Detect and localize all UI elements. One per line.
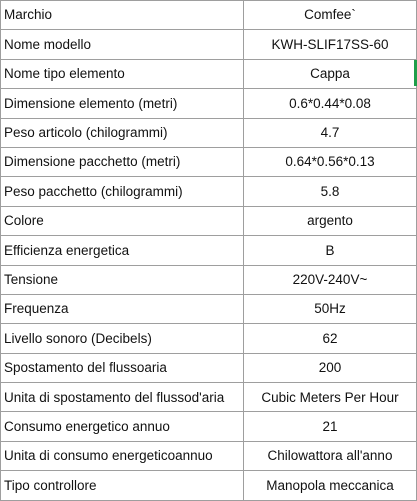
table-row (1, 294, 417, 323)
spec-label: Livello sonoro (Decibels) (1, 324, 244, 353)
spec-value: 21 (244, 412, 417, 441)
table-row (1, 265, 417, 294)
table-row (1, 59, 417, 88)
table-row (1, 383, 417, 412)
spec-label: Peso articolo (chilogrammi) (1, 118, 244, 147)
spec-value: 0.6*0.44*0.08 (244, 89, 417, 118)
spec-value: 200 (244, 353, 417, 382)
spec-value: 4.7 (244, 118, 417, 147)
table-row (1, 30, 417, 59)
table-row (1, 471, 417, 500)
table-row (1, 147, 417, 176)
table-row (1, 353, 417, 382)
table-row (1, 118, 417, 147)
spec-value: Chilowattora all'anno (244, 441, 417, 470)
table-row (1, 206, 417, 235)
spec-label: Nome modello (1, 30, 244, 59)
spec-label: Nome tipo elemento (1, 59, 244, 88)
spec-value: KWH-SLIF17SS-60 (244, 30, 417, 59)
table-row (1, 236, 417, 265)
spec-value: Comfee` (244, 1, 417, 30)
spec-label: Frequenza (1, 294, 244, 323)
spec-label: Peso pacchetto (chilogrammi) (1, 177, 244, 206)
table-row (1, 441, 417, 470)
spec-value: Cubic Meters Per Hour (244, 383, 417, 412)
table-row (1, 324, 417, 353)
spec-value: 5.8 (244, 177, 417, 206)
spec-label: Dimensione elemento (metri) (1, 89, 244, 118)
spec-value: 220V-240V~ (244, 265, 417, 294)
spec-label: Unita di spostamento del flussod'aria (1, 383, 244, 412)
table-row (1, 89, 417, 118)
spec-label: Colore (1, 206, 244, 235)
spec-label: Tipo controllore (1, 471, 244, 500)
spec-label: Unita di consumo energeticoannuo (1, 441, 244, 470)
spec-label: Dimensione pacchetto (metri) (1, 147, 244, 176)
table-row (1, 177, 417, 206)
spec-label: Tensione (1, 265, 244, 294)
spec-label: Efficienza energetica (1, 236, 244, 265)
table-row (1, 412, 417, 441)
spec-label: Consumo energetico annuo (1, 412, 244, 441)
spec-value: 50Hz (244, 294, 417, 323)
table-row (1, 1, 417, 30)
spec-value: argento (244, 206, 417, 235)
spec-value: Cappa (244, 59, 417, 88)
spec-value: Manopola meccanica (244, 471, 417, 500)
spec-label: Marchio (1, 1, 244, 30)
spec-value: 0.64*0.56*0.13 (244, 147, 417, 176)
spec-value: 62 (244, 324, 417, 353)
spec-label: Spostamento del flussoaria (1, 353, 244, 382)
spec-value: B (244, 236, 417, 265)
